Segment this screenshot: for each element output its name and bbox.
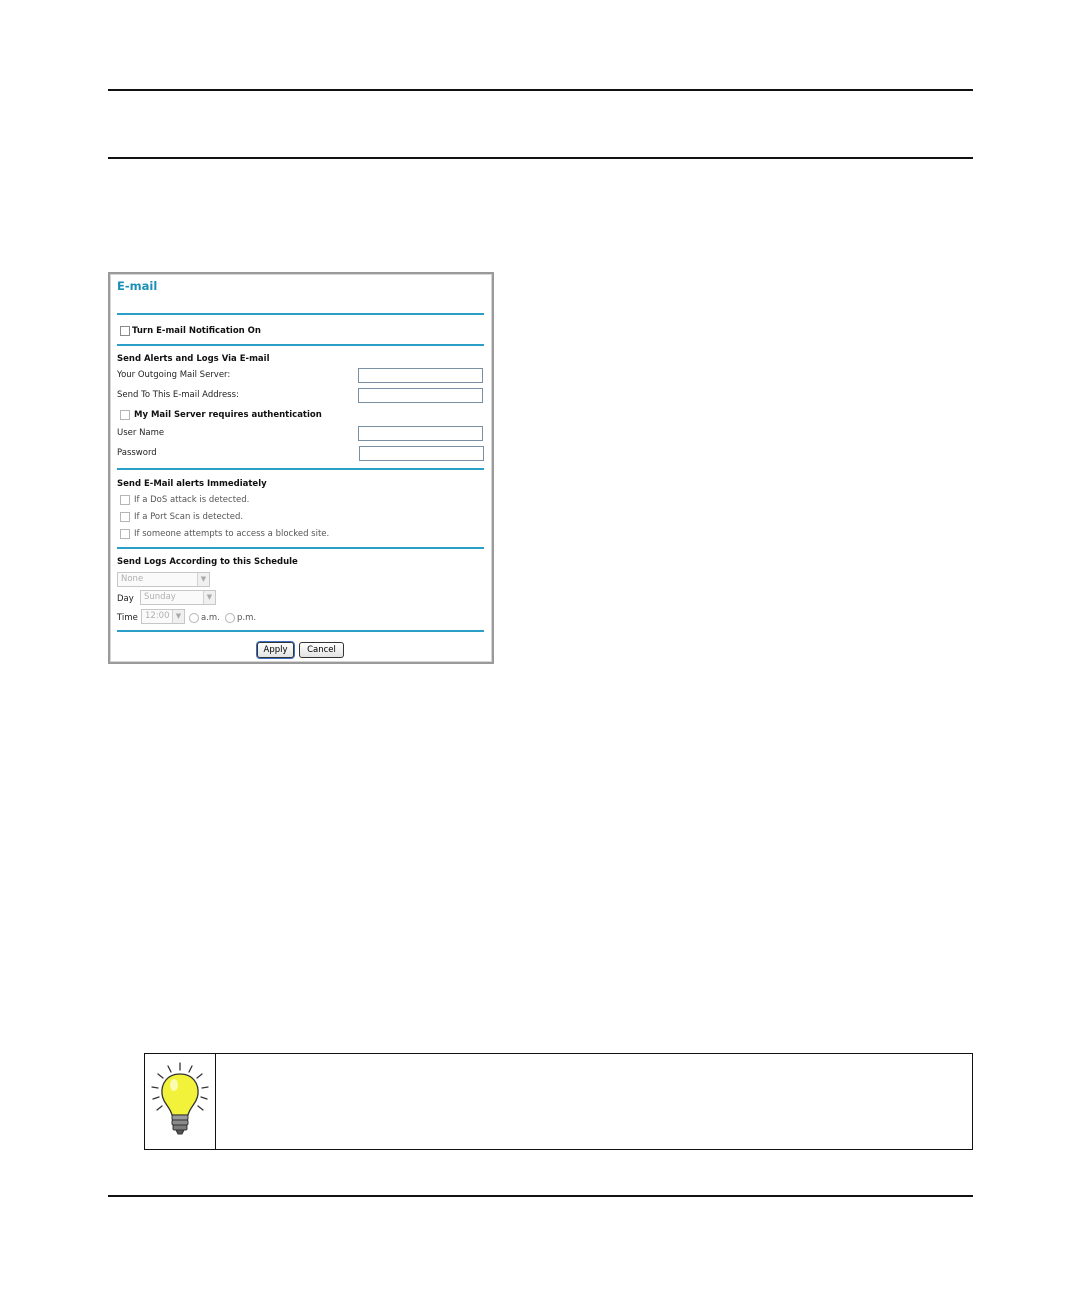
header-rule-bottom	[108, 157, 973, 159]
lightbulb-icon	[148, 1061, 212, 1141]
username-label: User Name	[117, 428, 165, 438]
blocked-site-checkbox[interactable]	[120, 529, 130, 539]
am-radio[interactable]	[189, 613, 199, 623]
day-select[interactable]	[140, 590, 216, 605]
panel-title: E-mail	[117, 279, 158, 293]
send-to-input[interactable]	[358, 388, 483, 403]
footer-rule	[108, 1195, 973, 1197]
chevron-down-icon: ▼	[203, 591, 215, 604]
notification-on-label: Turn E-mail Notification On	[132, 326, 261, 336]
frequency-select-value: None	[121, 574, 144, 584]
notification-on-checkbox[interactable]	[120, 326, 130, 336]
email-settings-panel	[108, 272, 494, 664]
port-scan-label: If a Port Scan is detected.	[134, 512, 244, 522]
section-divider-4	[117, 630, 484, 632]
auth-required-checkbox[interactable]	[120, 410, 130, 420]
tip-box	[144, 1053, 973, 1150]
cancel-button[interactable]: Cancel	[299, 642, 344, 658]
dos-attack-label: If a DoS attack is detected.	[134, 495, 250, 505]
time-label: Time	[117, 613, 138, 623]
pm-radio[interactable]	[225, 613, 235, 623]
outgoing-server-input[interactable]	[358, 368, 483, 383]
outgoing-server-label: Your Outgoing Mail Server:	[117, 370, 231, 380]
password-input[interactable]	[359, 446, 484, 461]
tip-divider	[215, 1054, 216, 1149]
frequency-select[interactable]	[117, 572, 210, 587]
am-label: a.m.	[201, 613, 220, 623]
header-rule-top	[108, 89, 973, 91]
send-to-label: Send To This E-mail Address:	[117, 390, 239, 400]
alerts-logs-heading: Send Alerts and Logs Via E-mail	[117, 354, 270, 364]
immediate-alerts-heading: Send E-Mail alerts Immediately	[117, 479, 267, 489]
day-select-value: Sunday	[144, 592, 176, 602]
dos-attack-checkbox[interactable]	[120, 495, 130, 505]
username-input[interactable]	[358, 426, 483, 441]
apply-button[interactable]: Apply	[257, 642, 294, 658]
port-scan-checkbox[interactable]	[120, 512, 130, 522]
schedule-heading: Send Logs According to this Schedule	[117, 557, 298, 567]
section-divider-2	[117, 468, 484, 470]
chevron-down-icon: ▼	[172, 610, 184, 623]
blocked-site-label: If someone attempts to access a blocked site.	[134, 529, 330, 539]
chevron-down-icon: ▼	[197, 573, 209, 586]
password-label: Password	[117, 448, 157, 458]
section-divider-3	[117, 547, 484, 549]
time-select-value: 12:00	[145, 611, 170, 621]
day-label: Day	[117, 594, 134, 604]
time-select[interactable]	[141, 609, 185, 624]
auth-required-label: My Mail Server requires authentication	[134, 410, 322, 420]
pm-label: p.m.	[237, 613, 257, 623]
title-divider	[117, 313, 484, 315]
section-divider-1	[117, 344, 484, 346]
